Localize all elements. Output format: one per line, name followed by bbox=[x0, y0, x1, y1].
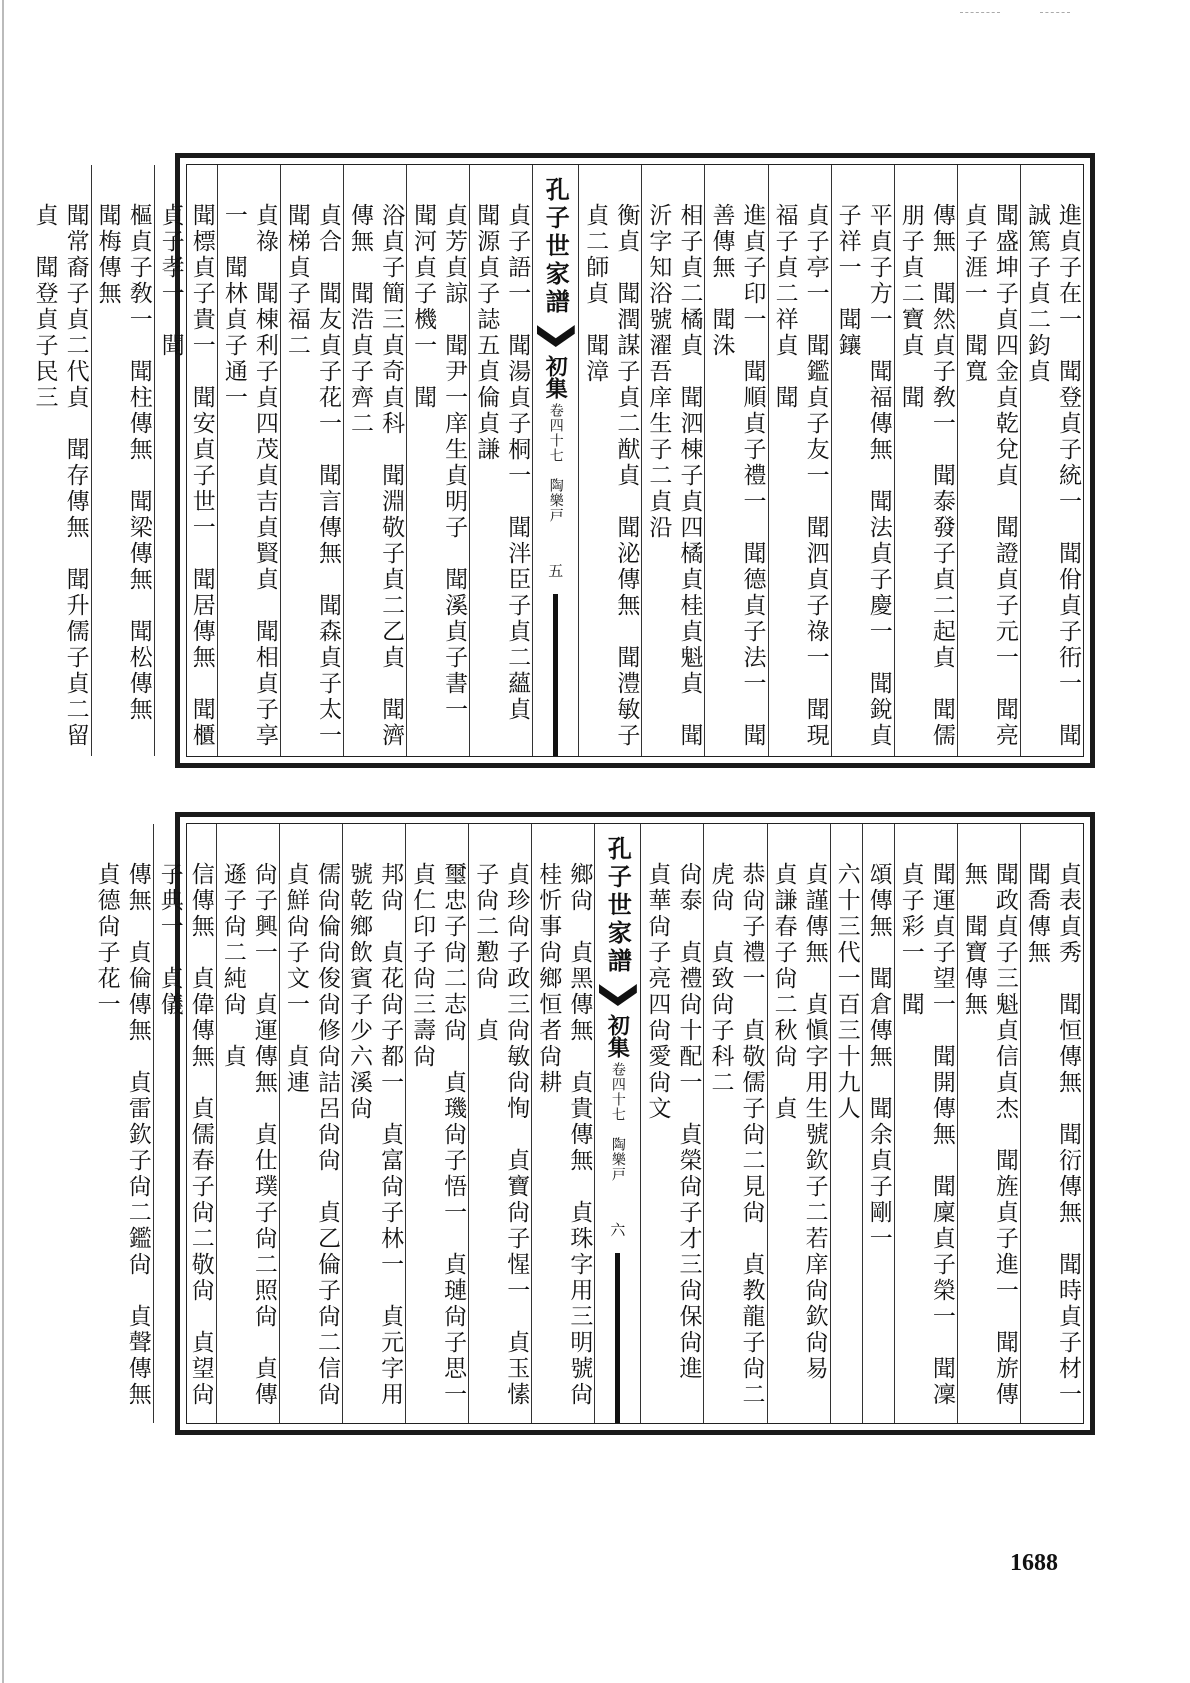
binding-edge-line bbox=[2, 0, 4, 1683]
text-column bbox=[531, 824, 594, 1423]
column-text: 六十三代一百三十九人 bbox=[833, 862, 860, 1122]
text-column bbox=[154, 165, 217, 756]
panel-columns bbox=[31, 164, 1084, 775]
scan-artifact-dash bbox=[1040, 12, 1070, 14]
spine-series: 初集 bbox=[604, 1014, 631, 1058]
book-spine-center bbox=[532, 165, 578, 756]
spine-volume: 卷四十七 陶樂戸 bbox=[609, 1062, 626, 1182]
spine-series: 初集 bbox=[542, 355, 569, 399]
text-column bbox=[1020, 824, 1083, 1434]
column-text: 貞合 聞友貞子花一 聞言傳無 聞森貞子太一 聞梯貞子福二 bbox=[283, 203, 341, 775]
spine-leaf-number: 五 bbox=[546, 563, 565, 578]
text-column bbox=[862, 824, 894, 1423]
text-column bbox=[91, 824, 153, 1434]
spine-title: 孔子世家譜 bbox=[541, 177, 571, 317]
column-text: 鄉尙 貞黑傳無 貞貴傳無 貞珠字用三明號尙桂忻事尙鄉恒者尙耕 bbox=[535, 862, 593, 1408]
text-column bbox=[641, 165, 704, 756]
text-column bbox=[830, 824, 862, 1423]
text-column bbox=[831, 165, 894, 756]
text-column bbox=[216, 824, 279, 1423]
column-text: 聞政貞子三魁貞信貞杰 聞旌貞子進一 聞旂傳無 聞寶傳無 bbox=[960, 862, 1018, 1408]
spine-volume: 卷四十七 陶樂戸 bbox=[547, 403, 564, 523]
column-text: 尙泰 貞禮尙十配一 貞榮尙子才三尙保尙進 貞華尙子亮四尙愛尙文 bbox=[644, 862, 702, 1408]
text-column bbox=[406, 165, 469, 756]
spine-title: 孔子世家譜 bbox=[603, 836, 633, 976]
fishtail-mark-icon bbox=[537, 325, 575, 347]
column-text: 樞貞子敎一 聞柱傳無 聞梁傳無 聞松傳無 聞梅傳無 bbox=[94, 203, 152, 749]
text-column bbox=[342, 824, 405, 1423]
text-column bbox=[894, 165, 957, 756]
column-text: 衡貞 聞潤謀子貞二猷貞 聞泌傳無 聞澧敏子貞二師貞 聞漳 bbox=[582, 203, 640, 749]
column-text: 信傳無 貞偉傳無 貞儒春子尙二敬尙 貞望尙子典一 貞儀 bbox=[156, 862, 214, 1408]
column-text: 貞子亭一 聞鑑貞子友一 聞泗貞子祿一 聞現福子貞二祥貞 聞 bbox=[771, 203, 829, 749]
column-text: 貞謹傳無 貞愼字用生號欽子二若庠尙欽尙易 貞謙春子尙二秋尙 貞 bbox=[770, 862, 828, 1408]
text-column bbox=[469, 165, 532, 756]
text-column bbox=[29, 165, 91, 756]
column-text: 尙子興一 貞運傳無 貞仕璞子尙二照尙 貞傳遜子尙二純尙 貞 bbox=[219, 862, 277, 1408]
column-text: 浴貞子簡三貞奇貞科 聞淵敬子貞二乙貞 聞濟傳無 聞浩貞子齊二 bbox=[347, 203, 405, 749]
column-text: 恭尙子禮一 貞敬儒子尙二見尙 貞教龍子尙二虎尙 貞致尙子科二 bbox=[707, 862, 765, 1408]
fishtail-mark-icon bbox=[599, 984, 637, 1006]
column-text: 邦尙 貞花尙子都一 貞富尙子林一 貞元字用號乾鄉飲賓子少六溪尙 bbox=[346, 862, 404, 1408]
column-text: 頌傳無 聞倉傳無 聞余貞子剛一 bbox=[865, 862, 892, 1252]
text-column bbox=[957, 165, 1020, 756]
column-text: 璽忠子尙二志尙 貞璣尙子悟一 貞璉尙子思一 貞仁印子尙三壽尙 bbox=[409, 862, 467, 1434]
column-text: 傳無 聞然貞子敎一 聞泰發子貞二起貞 聞儒朋子貞二寶貞 聞 bbox=[897, 203, 955, 749]
spine-bar bbox=[553, 594, 558, 756]
column-text: 聞運貞子望一 聞開傳無 聞廩貞子榮一 聞凜貞子彩一 聞 bbox=[897, 862, 955, 1408]
spine-bar bbox=[615, 1253, 620, 1423]
text-column bbox=[1020, 165, 1083, 756]
column-text: 貞祿 聞棟利子貞四茂貞吉貞賢貞 聞相貞子享一 聞林貞子通一 bbox=[220, 203, 278, 749]
column-text: 進貞子在一 聞登貞子統一 聞佾貞子衎一 聞誠篤子貞二鈞貞 bbox=[1023, 203, 1081, 749]
text-column bbox=[153, 824, 216, 1423]
column-text: 平貞子方一 聞福傳無 聞法貞子慶一 聞銳貞子祥一 聞鑲 bbox=[834, 203, 892, 749]
text-column bbox=[405, 824, 468, 1434]
column-text: 進貞子印一 聞順貞子禮一 聞德貞子法一 聞善傳無 聞洙 bbox=[708, 203, 766, 749]
column-text: 聞標貞子貴一 聞安貞子世一 聞居傳無 聞櫃貞子孝一 聞 bbox=[157, 203, 215, 749]
text-column bbox=[91, 165, 154, 756]
text-column bbox=[768, 165, 831, 756]
book-spine-center bbox=[594, 824, 640, 1423]
column-text: 傳無 貞倫傳無 貞雷欽子尙二鑑尙 貞聲傳無 貞德尙子花一 bbox=[93, 862, 151, 1434]
spine-leaf-number: 六 bbox=[608, 1222, 627, 1237]
column-text: 聞常裔子貞二代貞 聞存傳無 聞升儒子貞二留貞 聞登貞子民三 bbox=[31, 203, 89, 749]
text-column bbox=[894, 824, 957, 1423]
text-column bbox=[217, 165, 280, 756]
text-column bbox=[640, 824, 703, 1423]
column-text: 聞盛坤子貞四金貞乾兌貞 聞證貞子元一 聞亮貞子涯一 聞寬 bbox=[960, 203, 1018, 749]
text-column bbox=[703, 824, 766, 1423]
text-column bbox=[704, 165, 767, 756]
column-text: 貞珍尙子政三尙敏尙恂 貞寶尙子惺一 貞玉愫子尙二懃尙 貞 bbox=[472, 862, 530, 1408]
genealogy-page-panel-6 bbox=[93, 812, 1095, 1435]
page-number: 1688 bbox=[1010, 1550, 1058, 1576]
text-column bbox=[957, 824, 1020, 1423]
column-text: 儒尙倫尙俊尙修尙詰呂尙尙 貞乙倫子尙二信尙 貞鮮尙子文一 貞連 bbox=[282, 862, 340, 1434]
text-column bbox=[468, 824, 531, 1423]
scan-artifact-dash bbox=[960, 12, 1000, 14]
column-text: 貞表貞秀 聞恒傳無 聞衍傳無 聞時貞子材一 聞喬傳無 bbox=[1023, 862, 1081, 1434]
column-text: 相子貞二橘貞 聞泗棟子貞四橘貞桂貞魁貞 聞沂字知浴號濯吾庠生子二貞沿 bbox=[645, 203, 703, 749]
text-column bbox=[279, 824, 342, 1434]
text-column bbox=[767, 824, 830, 1423]
column-text: 貞芳貞諒 聞尹一庠生貞明子 聞溪貞子書一 聞河貞子機一 聞 bbox=[410, 203, 468, 749]
text-column bbox=[343, 165, 406, 756]
text-column bbox=[280, 165, 343, 775]
panel-columns bbox=[93, 823, 1084, 1434]
genealogy-page-panel-5 bbox=[31, 153, 1095, 775]
text-column bbox=[578, 165, 641, 756]
column-text: 貞子語一 聞湯貞子桐一 聞泮臣子貞二蘊貞 聞源貞子誌五貞倫貞謙 bbox=[473, 203, 531, 749]
